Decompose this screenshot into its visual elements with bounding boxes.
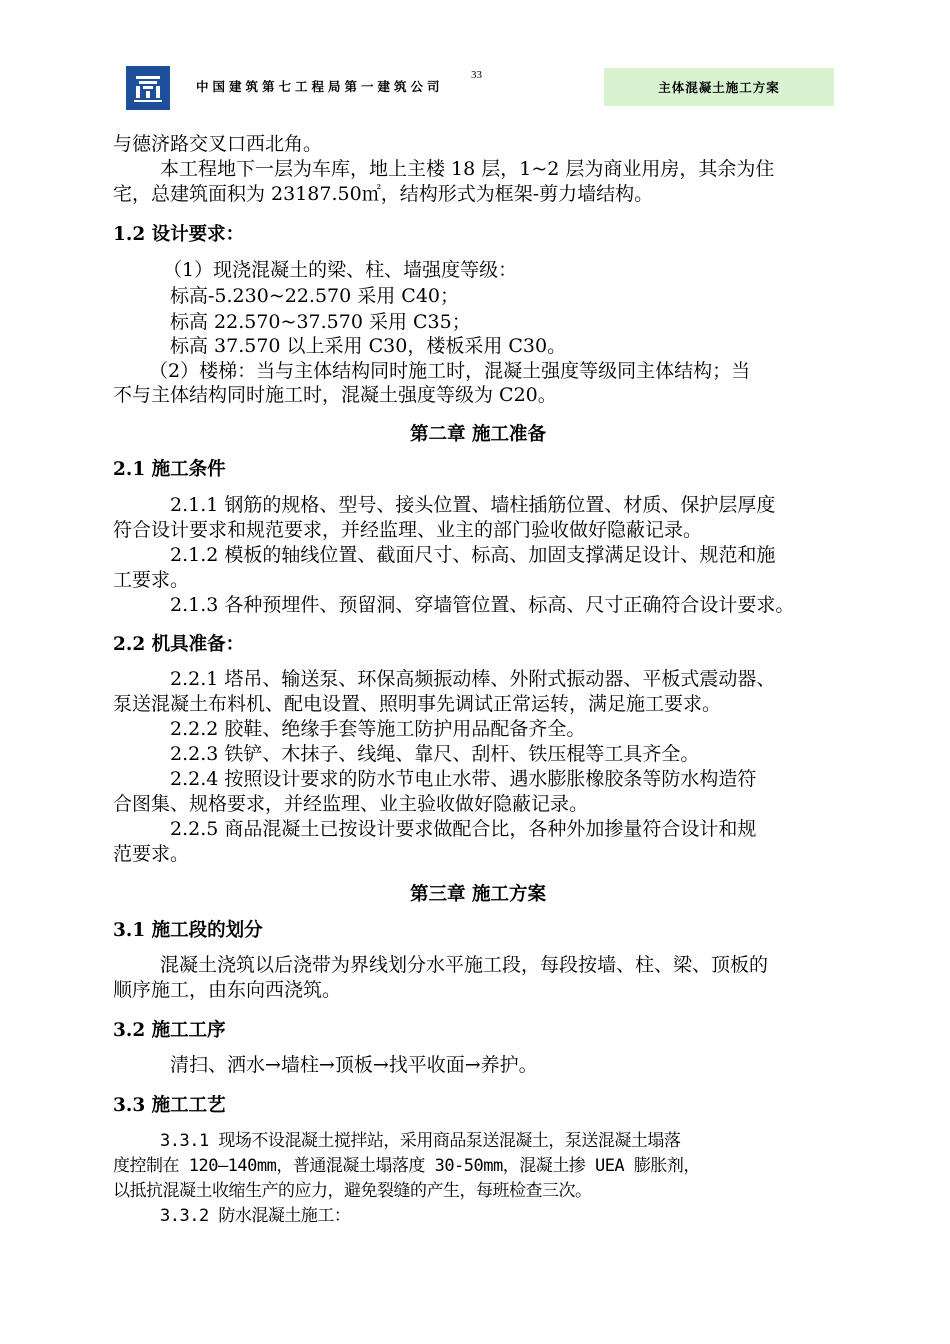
text-line: 范要求。 (113, 843, 190, 865)
text-line: 2.2.4 按照设计要求的防水节电止水带、遇水膨胀橡胶条等防水构造符 (170, 768, 757, 790)
section-heading: 3.3 施工工艺 (113, 1095, 226, 1116)
text-line: 以抵抗混凝土收缩生产的应力，避免裂缝的产生，每班检查三次。 (113, 1181, 592, 1201)
text-line: 2.2.1 塔吊、输送泵、环保高频振动棒、外附式振动器、平板式震动器、 (170, 668, 776, 690)
page-header (0, 0, 950, 130)
text-line: 2.2.3 铁铲、木抹子、线绳、靠尺、刮杆、铁压棍等工具齐全。 (170, 743, 700, 765)
text-line: 合图集、规格要求，并经监理、业主验收做好隐蔽记录。 (113, 793, 589, 815)
text-line: 2.1.2 模板的轴线位置、截面尺寸、标高、加固支撑满足设计、规范和施 (170, 544, 776, 566)
page-number: 33 (471, 69, 482, 81)
text-line: 宅，总建筑面积为 23187.50㎡，结构形式为框架-剪力墙结构。 (113, 183, 654, 205)
text-line: 顺序施工，由东向西浇筑。 (113, 979, 342, 1001)
text-line: 3.3.2 防水混凝土施工： (160, 1206, 351, 1226)
company-logo-icon (126, 66, 170, 110)
text-line: 符合设计要求和规范要求，并经监理、业主的部门验收做好隐蔽记录。 (113, 519, 703, 541)
text-line: 2.1.3 各种预埋件、预留洞、穿墙管位置、标高、尺寸正确符合设计要求。 (170, 594, 795, 616)
section-heading: 3.2 施工工序 (113, 1020, 226, 1041)
section-heading: 2.2 机具准备： (113, 634, 245, 655)
text-line: 2.2.2 胶鞋、绝缘手套等施工防护用品配备齐全。 (170, 718, 586, 740)
text-line: 混凝土浇筑以后浇带为界线划分水平施工段，每段按墙、柱、梁、顶板的 (160, 954, 769, 976)
text-line: （2）楼梯：当与主体结构同时施工时，混凝土强度等级同主体结构；当 (149, 360, 751, 382)
text-line: 与德济路交叉口西北角。 (113, 133, 323, 155)
text-line: 标高 22.570~37.570 采用 C35； (170, 311, 471, 333)
section-heading: 2.1 施工条件 (113, 459, 226, 480)
document-title: 主体混凝土施工方案 (604, 68, 834, 106)
text-line: 工要求。 (113, 569, 190, 591)
chapter-title: 第二章 施工准备 (410, 424, 546, 445)
text-line: 清扫、洒水→墙柱→顶板→找平收面→养护。 (170, 1054, 538, 1076)
text-line: 度控制在 120—140mm，普通混凝土塌落度 30-50mm，混凝土掺 UEA 膨胀剂， (113, 1156, 700, 1176)
chapter-title: 第三章 施工方案 (410, 884, 546, 905)
text-line: 泵送混凝土布料机、配电设置、照明事先调试正常运转，满足施工要求。 (113, 693, 722, 715)
text-line: 标高-5.230~22.570 采用 C40； (170, 285, 460, 307)
company-name: 中国建筑第七工程局第一建筑公司 (196, 79, 444, 94)
section-heading: 3.1 施工段的划分 (113, 920, 263, 941)
text-line: 不与主体结构同时施工时，混凝土强度等级为 C20。 (113, 384, 557, 406)
text-line: 标高 37.570 以上采用 C30，楼板采用 C30。 (170, 335, 567, 357)
text-line: 本工程地下一层为车库，地上主楼 18 层，1~2 层为商业用房，其余为住 (160, 158, 775, 180)
text-line: 2.1.1 钢筋的规格、型号、接头位置、墙柱插筋位置、材质、保护层厚度 (170, 494, 776, 516)
text-line: 3.3.1 现场不设混凝土搅拌站，采用商品泵送混凝土，泵送混凝土塌落 (160, 1131, 681, 1151)
section-heading: 1.2 设计要求： (113, 224, 245, 245)
text-line: （1）现浇混凝土的梁、柱、墙强度等级： (163, 259, 518, 281)
text-line: 2.2.5 商品混凝土已按设计要求做配合比，各种外加掺量符合设计和规 (170, 818, 757, 840)
